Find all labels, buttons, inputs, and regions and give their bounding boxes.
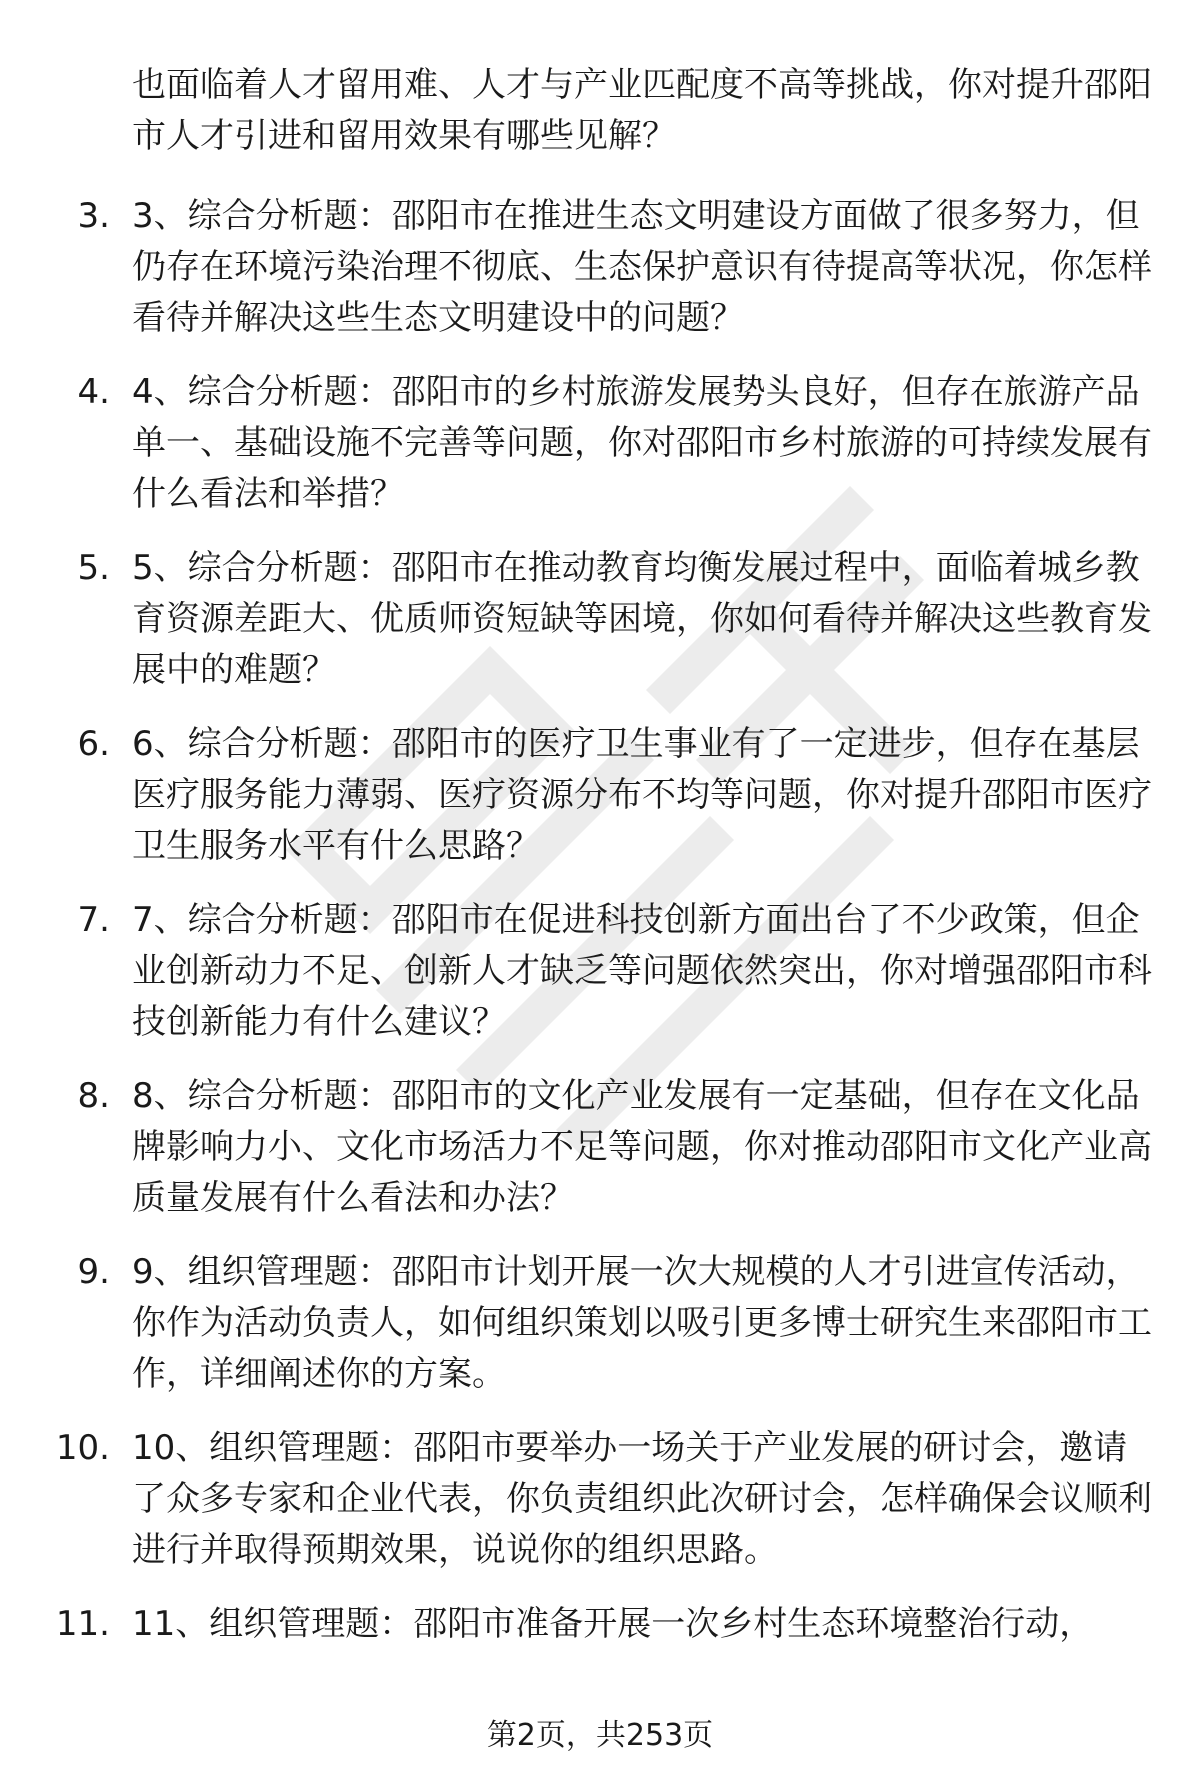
question-item xyxy=(0,895,1200,1071)
question-text: 11、组织管理题：邵阳市准备开展一次乡村生态环境整治行动， xyxy=(132,1604,1094,1644)
question-number: 9. xyxy=(77,1252,110,1292)
question-item xyxy=(0,543,1200,719)
question-text: 9、组织管理题：邵阳市计划开展一次大规模的人才引进宣传活动，你作为活动负责人，如何组织策划以吸引更多博士研究生来邵阳市工作，详细阐述你的方案。 xyxy=(132,1252,1152,1394)
question-text: 7、综合分析题：邵阳市在促进科技创新方面出台了不少政策，但企业创新动力不足、创新人才缺乏等问题依然突出，你对增强邵阳市科技创新能力有什么建议？ xyxy=(132,900,1152,1042)
question-item xyxy=(0,719,1200,895)
question-text: 6、综合分析题：邵阳市的医疗卫生事业有了一定进步，但存在基层医疗服务能力薄弱、医疗资源分布不均等问题，你对提升邵阳市医疗卫生服务水平有什么思路？ xyxy=(132,724,1152,866)
question-text: 8、综合分析题：邵阳市的文化产业发展有一定基础，但存在文化品牌影响力小、文化市场活力不足等问题，你对推动邵阳市文化产业高质量发展有什么看法和办法？ xyxy=(132,1076,1152,1218)
question-list xyxy=(0,191,1200,1775)
question-item xyxy=(0,367,1200,543)
question-number: 4. xyxy=(77,372,110,412)
question-number: 11. xyxy=(55,1604,110,1644)
question-text: 3、综合分析题：邵阳市在推进生态文明建设方面做了很多努力，但仍存在环境污染治理不彻底、生态保护意识有待提高等状况，你怎样看待并解决这些生态文明建设中的问题？ xyxy=(132,196,1152,338)
question-number: 6. xyxy=(77,724,110,764)
continued-question-text: 也面临着人才留用难、人才与产业匹配度不高等挑战，你对提升邵阳市人才引进和留用效果有哪些见解？ xyxy=(132,65,1152,156)
page-footer: 第2页，共253页 xyxy=(486,1718,714,1753)
question-number: 10. xyxy=(55,1428,110,1468)
question-text: 4、综合分析题：邵阳市的乡村旅游发展势头良好，但存在旅游产品单一、基础设施不完善等问题，你对邵阳市乡村旅游的可持续发展有什么看法和举措？ xyxy=(132,372,1152,514)
question-item xyxy=(0,1071,1200,1247)
question-number: 3. xyxy=(77,196,110,236)
question-text: 5、综合分析题：邵阳市在推动教育均衡发展过程中，面临着城乡教育资源差距大、优质师资短缺等困境，你如何看待并解决这些教育发展中的难题？ xyxy=(132,548,1152,690)
question-item xyxy=(0,1423,1200,1599)
question-item xyxy=(0,1247,1200,1423)
question-text: 10、组织管理题：邵阳市要举办一场关于产业发展的研讨会，邀请了众多专家和企业代表，你负责组织此次研讨会，怎样确保会议顺利进行并取得预期效果，说说你的组织思路。 xyxy=(132,1428,1152,1570)
question-number: 8. xyxy=(77,1076,110,1116)
question-number: 5. xyxy=(77,548,110,588)
question-number: 7. xyxy=(77,900,110,940)
question-item xyxy=(0,191,1200,367)
